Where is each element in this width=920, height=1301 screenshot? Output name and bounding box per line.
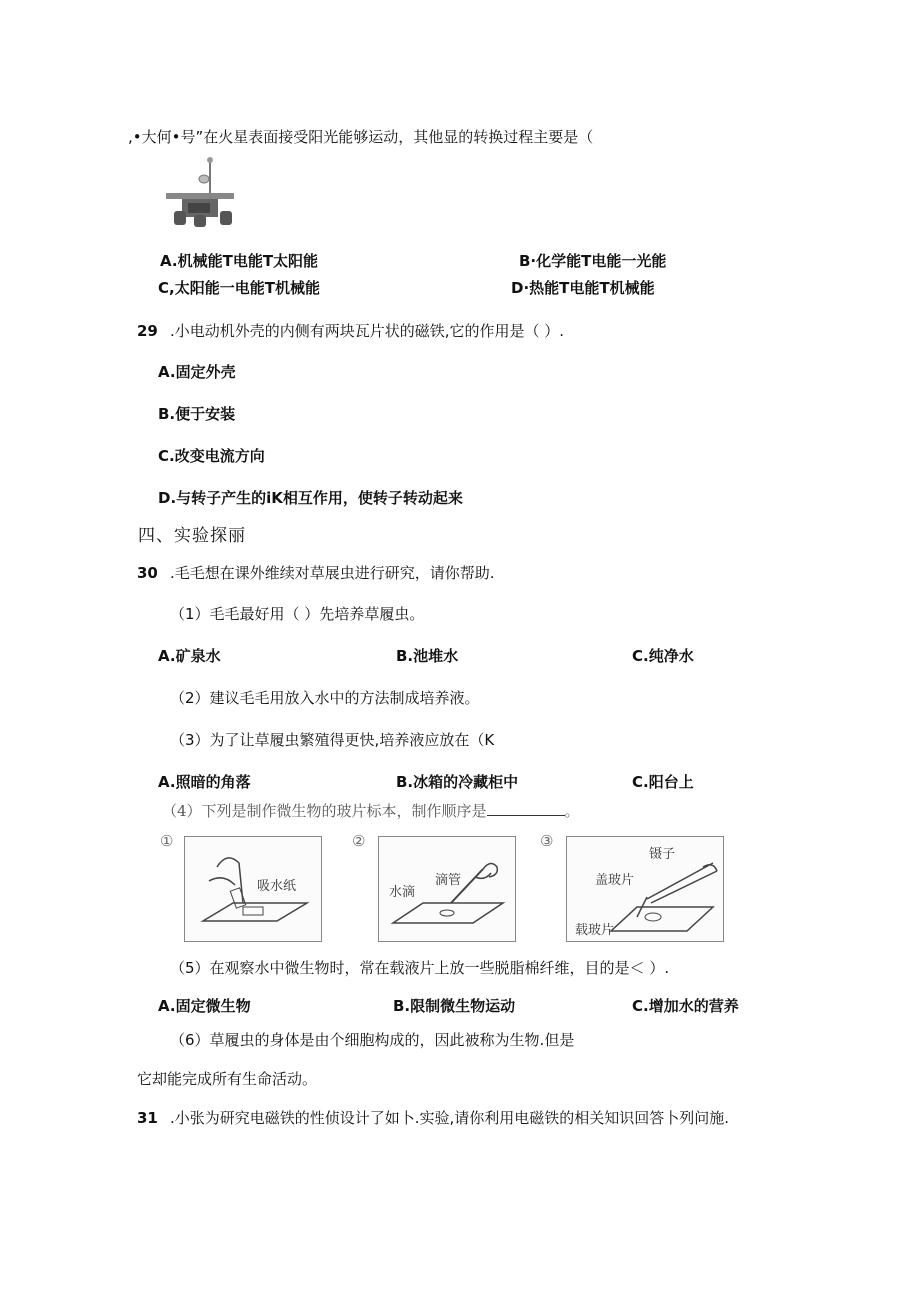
panel-3-number: ③ [540,832,554,850]
q30-sub3-text: （3）为了让草履虫繁殖得更快,培养液应放在（K [170,731,495,749]
q29-option-c[interactable]: C.改变电流方向 [158,447,265,465]
sequence-answer-blank[interactable] [487,801,565,816]
q30-sub5-option-c[interactable]: C.增加水的营养 [632,997,739,1015]
q30-number: 30 [137,564,158,582]
q28-option-b[interactable]: B·化学能T电能一光能 [519,252,667,270]
q28-option-c[interactable]: C,太阳能一电能T机械能 [158,279,320,297]
q28-option-d[interactable]: D·热能T电能T机械能 [511,279,655,297]
q31-stem: .小张为研究电磁铁的性侦设计了如卜.实验,请你利用电磁铁的相关知识回答卜列问施. [170,1109,730,1127]
panel-2-label-1: 滴管 [435,873,462,888]
panel-1 [184,836,322,942]
q30-sub1-option-c[interactable]: C.纯净水 [632,647,694,665]
q30-sub3-option-b[interactable]: B.冰箱的冷藏柜中 [396,773,519,791]
blotting-paper-icon [185,837,321,941]
q30-stem: .毛毛想在课外维续对草展虫进行研究，请你帮助. [170,564,495,582]
q28-stem: ,•大何•号”在火星表面接受阳光能够运动，其他显的转换过程主要是（ [128,128,594,146]
panel-3-label-2: 载玻片 [575,923,615,938]
q30-sub4-text: （4）下列是制作微生物的玻片标本，制作顺序是 [162,802,487,820]
panel-2 [378,836,516,942]
q31-number: 31 [137,1109,158,1127]
panel-1-number: ① [160,832,174,850]
panel-2-number: ② [352,832,366,850]
panel-3-label-0: 镊子 [649,847,676,862]
q28-option-a[interactable]: A.机械能T电能T太阳能 [160,252,319,270]
q30-sub1-option-b[interactable]: B.池堆水 [396,647,459,665]
q30-sub3-option-c[interactable]: C.阳台上 [632,773,694,791]
panel-3-label-1: 盖玻片 [595,873,635,888]
q30-sub5-option-a[interactable]: A.固定微生物 [158,997,251,1015]
q30-sub5-text: （5）在观察水中微生物时，常在载液片上放一些脱脂棉纤维，目的是＜ ）. [170,959,670,977]
mars-rover-image [158,155,238,233]
q29-number: 29 [137,322,158,340]
panel-1-label-0: 吸水纸 [257,879,297,894]
q30-sub1-text: （1）毛毛最好用（ ）先培养草履虫。 [170,605,425,623]
q30-sub4-line [162,800,580,821]
q29-option-d[interactable]: D.与转子产生的iK相互作用，使转子转动起来 [158,489,463,507]
q30-sub5-option-b[interactable]: B.限制微生物运动 [393,997,516,1015]
q29-option-a[interactable]: A.固定外壳 [158,363,236,381]
q29-option-b[interactable]: B.便于安装 [158,405,236,423]
q30-sub6-line2: 它却能完成所有生命活动。 [137,1070,318,1088]
q30-sub2-text: （2）建议毛毛用放入水中的方法制成培养液。 [170,689,480,707]
section-heading: 四、实验探丽 [138,526,246,546]
q30-sub1-option-a[interactable]: A.矿泉水 [158,647,221,665]
q30-sub4-end: 。 [564,802,580,820]
panel-2-label-0: 水滴 [389,885,416,900]
panel-3 [566,836,724,942]
mars-rover-icon [158,155,238,233]
q30-sub6-line1: （6）草履虫的身体是由个细胞构成的，因此被称为生物.但是 [170,1031,575,1049]
q29-stem: .小电动机外壳的内侧有两块瓦片状的磁铁,它的作用是（ ）. [170,322,565,340]
q30-sub3-option-a[interactable]: A.照暗的角落 [158,773,251,791]
